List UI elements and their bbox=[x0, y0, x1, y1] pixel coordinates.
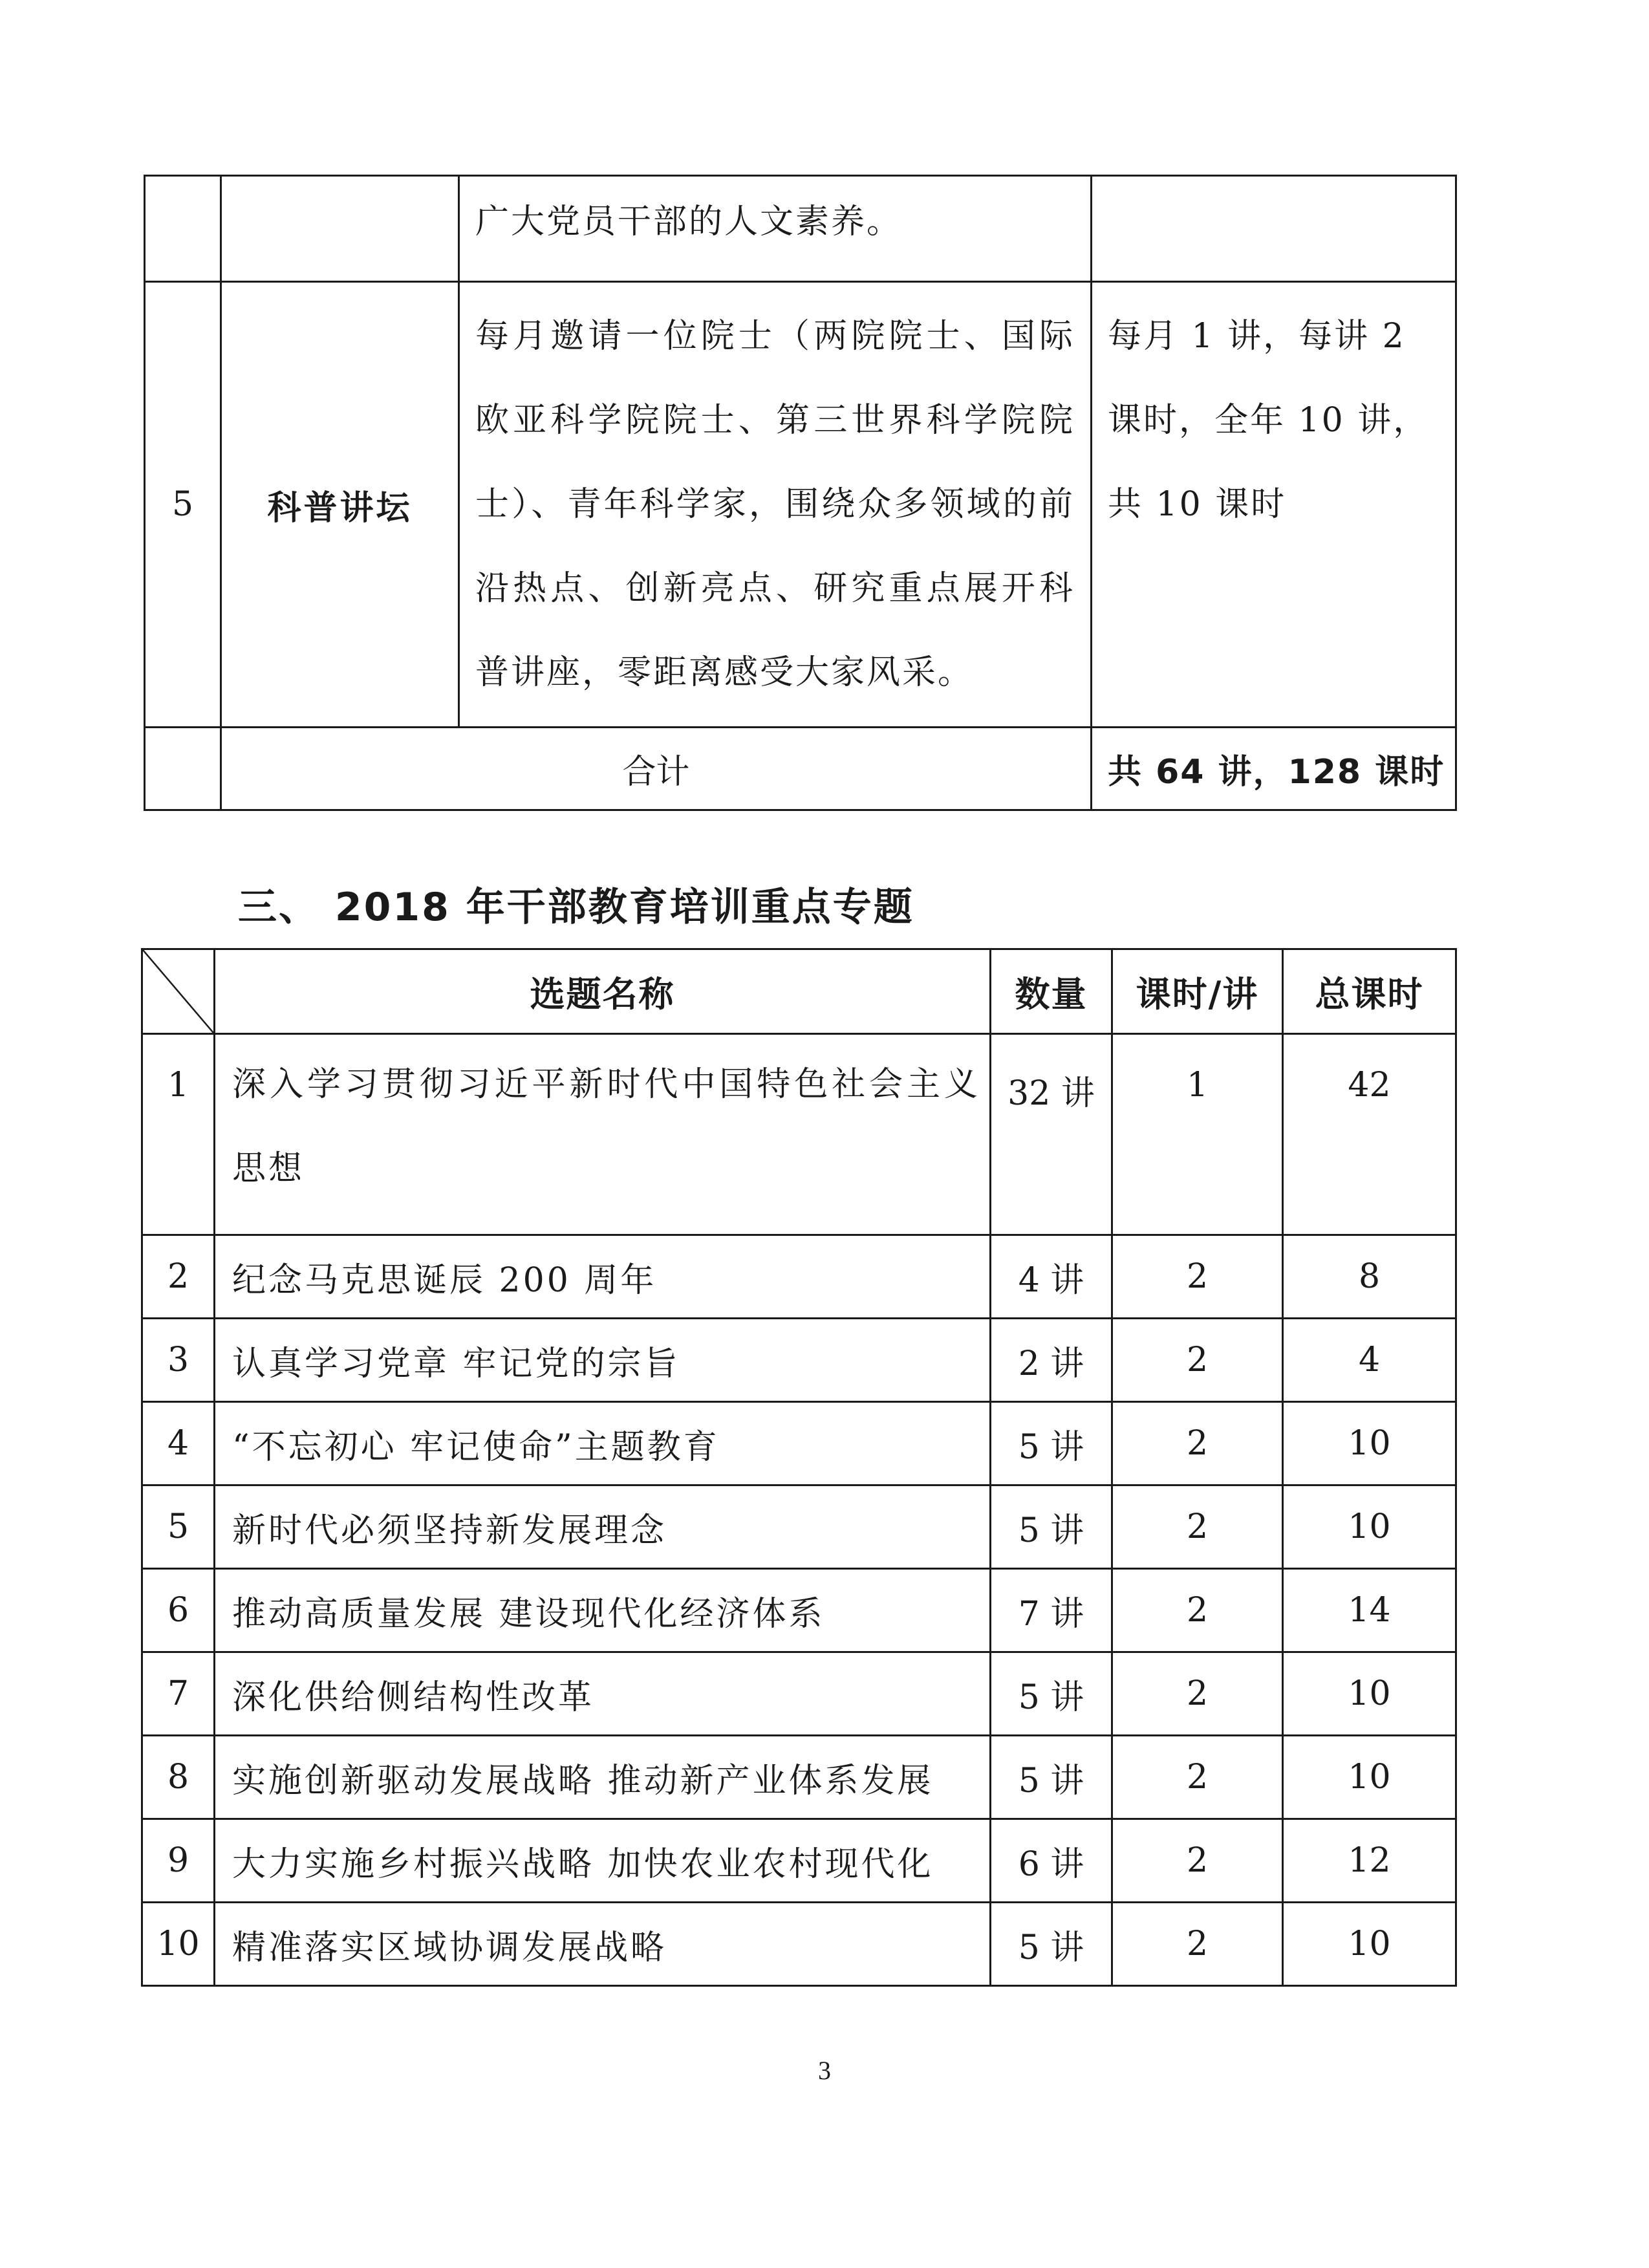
hours-per-cell: 2 bbox=[1112, 1402, 1283, 1485]
topic-cell: 深入学习贯彻习近平新时代中国特色社会主义思想 bbox=[215, 1034, 991, 1235]
total-hours-cell: 10 bbox=[1283, 1736, 1456, 1819]
header-count: 数量 bbox=[991, 949, 1112, 1034]
course-hours-cell bbox=[1092, 176, 1456, 282]
course-description-cell: 广大党员干部的人文素养。 bbox=[459, 176, 1092, 282]
row-number-cell: 5 bbox=[142, 1485, 215, 1569]
topic-cell: 纪念马克思诞辰 200 周年 bbox=[215, 1235, 991, 1319]
hours-per-cell: 2 bbox=[1112, 1736, 1283, 1819]
row-number-cell: 9 bbox=[142, 1819, 215, 1903]
section-heading: 三、 2018 年干部教育培训重点专题 bbox=[238, 885, 914, 930]
table-row bbox=[142, 1235, 1456, 1319]
topic-cell: 认真学习党章 牢记党的宗旨 bbox=[215, 1319, 991, 1402]
row-number-cell: 1 bbox=[142, 1034, 215, 1235]
hours-per-cell: 2 bbox=[1112, 1652, 1283, 1736]
count-cell: 5 讲 bbox=[991, 1485, 1112, 1569]
course-name-cell bbox=[221, 176, 459, 282]
table-row bbox=[145, 176, 1456, 282]
total-hours-cell: 42 bbox=[1283, 1034, 1456, 1235]
total-hours-cell: 8 bbox=[1283, 1235, 1456, 1319]
header-hours-per: 课时/讲 bbox=[1112, 949, 1283, 1034]
table-row bbox=[142, 1903, 1456, 1986]
count-cell: 32 讲 bbox=[991, 1034, 1112, 1235]
row-number-cell bbox=[145, 176, 221, 282]
hours-per-cell: 2 bbox=[1112, 1819, 1283, 1903]
row-number-cell bbox=[145, 728, 221, 810]
course-table-continued bbox=[144, 175, 1457, 811]
hours-per-cell: 2 bbox=[1112, 1569, 1283, 1652]
total-hours-cell: 10 bbox=[1283, 1652, 1456, 1736]
diagonal-header-cell bbox=[142, 949, 215, 1034]
table-row bbox=[142, 1736, 1456, 1819]
diagonal-line-icon bbox=[143, 950, 213, 1033]
count-cell: 6 讲 bbox=[991, 1819, 1112, 1903]
topic-cell: 精准落实区域协调发展战略 bbox=[215, 1903, 991, 1986]
training-topics-table bbox=[141, 948, 1457, 1987]
topic-cell: 推动高质量发展 建设现代化经济体系 bbox=[215, 1569, 991, 1652]
total-row bbox=[145, 728, 1456, 810]
topic-cell: 深化供给侧结构性改革 bbox=[215, 1652, 991, 1736]
table-row bbox=[142, 1569, 1456, 1652]
table-row bbox=[142, 1319, 1456, 1402]
table-row bbox=[142, 1819, 1456, 1903]
hours-per-cell: 2 bbox=[1112, 1485, 1283, 1569]
total-hours-cell: 10 bbox=[1283, 1402, 1456, 1485]
course-hours-cell: 每月 1 讲，每讲 2 课时，全年 10 讲，共 10 课时 bbox=[1092, 282, 1456, 728]
count-cell: 7 讲 bbox=[991, 1569, 1112, 1652]
total-hours-cell: 4 bbox=[1283, 1319, 1456, 1402]
header-total-hours: 总课时 bbox=[1283, 949, 1456, 1034]
count-cell: 5 讲 bbox=[991, 1652, 1112, 1736]
count-cell: 5 讲 bbox=[991, 1903, 1112, 1986]
count-cell: 5 讲 bbox=[991, 1736, 1112, 1819]
row-number-cell: 7 bbox=[142, 1652, 215, 1736]
table-row bbox=[142, 1485, 1456, 1569]
table-row bbox=[142, 1034, 1456, 1235]
course-name-cell: 科普讲坛 bbox=[221, 282, 459, 728]
hours-per-cell: 2 bbox=[1112, 1903, 1283, 1986]
count-cell: 4 讲 bbox=[991, 1235, 1112, 1319]
topic-cell: 新时代必须坚持新发展理念 bbox=[215, 1485, 991, 1569]
table-header-row bbox=[142, 949, 1456, 1034]
topic-cell: 实施创新驱动发展战略 推动新产业体系发展 bbox=[215, 1736, 991, 1819]
table-row bbox=[142, 1652, 1456, 1736]
row-number-cell: 5 bbox=[145, 282, 221, 728]
total-hours-cell: 12 bbox=[1283, 1819, 1456, 1903]
total-hours-cell: 10 bbox=[1283, 1485, 1456, 1569]
count-cell: 2 讲 bbox=[991, 1319, 1112, 1402]
row-number-cell: 3 bbox=[142, 1319, 215, 1402]
total-hours-cell: 10 bbox=[1283, 1903, 1456, 1986]
course-description-cell: 每月邀请一位院士（两院院士、国际欧亚科学院院士、第三世界科学院院士）、青年科学家，围绕众多领域的前沿热点、创新亮点、研究重点展开科普讲座，零距离感受大家风采。 bbox=[459, 282, 1092, 728]
header-topic: 选题名称 bbox=[215, 949, 991, 1034]
row-number-cell: 4 bbox=[142, 1402, 215, 1485]
table-row bbox=[142, 1402, 1456, 1485]
row-number-cell: 6 bbox=[142, 1569, 215, 1652]
hours-per-cell: 2 bbox=[1112, 1235, 1283, 1319]
topic-cell: “不忘初心 牢记使命”主题教育 bbox=[215, 1402, 991, 1485]
row-number-cell: 2 bbox=[142, 1235, 215, 1319]
topic-cell: 大力实施乡村振兴战略 加快农业农村现代化 bbox=[215, 1819, 991, 1903]
hours-per-cell: 1 bbox=[1112, 1034, 1283, 1235]
total-hours-cell: 14 bbox=[1283, 1569, 1456, 1652]
count-cell: 5 讲 bbox=[991, 1402, 1112, 1485]
table-row bbox=[145, 282, 1456, 728]
row-number-cell: 8 bbox=[142, 1736, 215, 1819]
page-number: 3 bbox=[818, 2056, 831, 2085]
row-number-cell: 10 bbox=[142, 1903, 215, 1986]
total-value-cell: 共 64 讲，128 课时 bbox=[1092, 728, 1456, 810]
total-label-cell: 合计 bbox=[221, 728, 1092, 810]
hours-per-cell: 2 bbox=[1112, 1319, 1283, 1402]
